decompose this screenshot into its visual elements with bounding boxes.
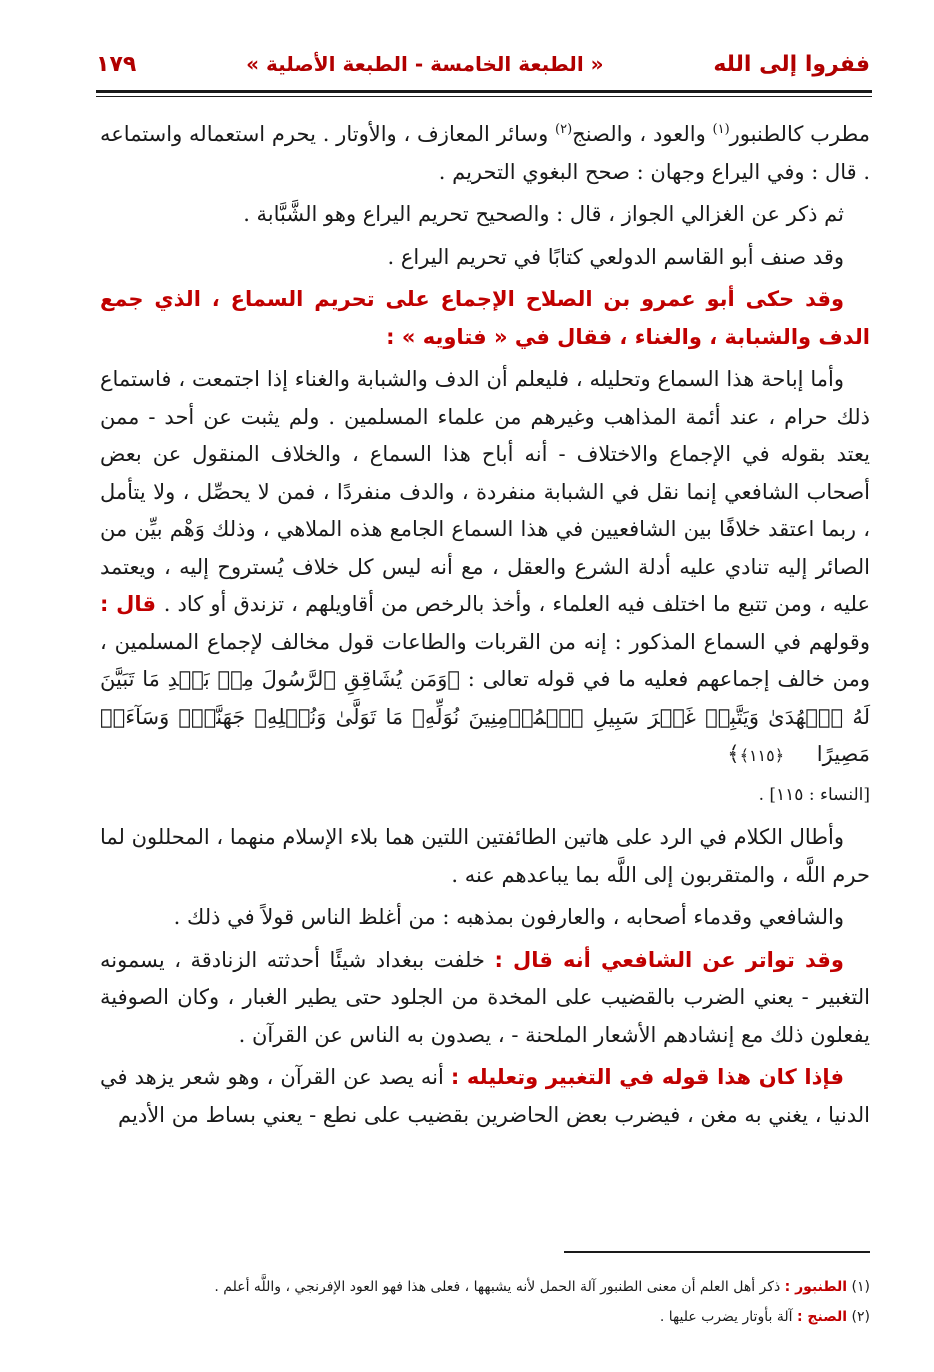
text: وقولهم في السماع المذكور : إنه من القربات والطاعات قول مخالف لإجماع المسلمين ، ومن خالف إجماعهم فعليه ما في قوله تعالى : bbox=[100, 629, 871, 691]
footnote-marker-2: (٢) bbox=[555, 122, 573, 137]
text: وأما إباحة هذا السماع وتحليله ، فليعلم أن الدف والشبابة والغناء إذا اجتمعت ، فاستماع ذلك حرام ، عند أئمة المذاهب وغيرهم من علماء المسلمين . ولم يثبت عن أحد - ممن يعتد بقوله في الإجماع والاختلاف - أنه أباح هذا السماع ، والخلاف المنقول عن بعض أصحاب الشافعي إنما نقل في الشبابة منفردة ، والدف منفردًا ، فمن لا يحصِّل ، ولا يتأمل ، ربما اعتقد خلافًا بين الشافعيين في هذا السماع الجامع هذه الملاهي ، وذلك وَهْم بيِّن من الصائر إليه تنادي عليه أدلة الشرع والعقل ، مع أنه ليس كل خلاف يُستروح إليه ، ويعتمد عليه ، ومن تتبع ما اختلف فيه العلماء ، وأخذ بالرخص من أقاويلهم ، تزندق أو كاد . bbox=[100, 367, 870, 616]
footnote-1 bbox=[100, 1272, 870, 1302]
footnote-marker-1: (١) bbox=[712, 122, 730, 137]
red-lead: وقد تواتر عن الشافعي أنه قال : bbox=[494, 947, 844, 972]
quran-close: ﴾ bbox=[727, 742, 740, 766]
paragraph-5 bbox=[100, 361, 870, 814]
paragraph-4-heading: وقد حكى أبو عمرو بن الصلاح الإجماع على تحريم السماع ، الذي جمع الدف والشبابة ، والغناء ، فقال في « فتاويه » : bbox=[100, 287, 870, 349]
paragraph-8 bbox=[100, 942, 870, 1055]
text: مطرب كالطنبور bbox=[729, 122, 870, 146]
paragraph-3: وقد صنف أبو القاسم الدولعي كتابًا في تحريم اليراع . bbox=[387, 244, 844, 269]
book-title: ففروا إلى الله bbox=[713, 51, 870, 77]
footnote-rule bbox=[564, 1251, 870, 1253]
footnotes bbox=[100, 1272, 870, 1332]
page-number: ١٧٩ bbox=[96, 51, 137, 77]
text: والعود ، والصنج bbox=[572, 122, 713, 146]
paragraph-2: ثم ذكر عن الغزالي الجواز ، قال : والصحيح تحريم اليراع وهو الشَّبَّابة . bbox=[243, 202, 844, 226]
footnote-text: ذكر أهل العلم أن معنى الطنبور آلة الحمل لأنه يشبهها ، فعلى هذا فهو العود الإفرنجي ، واللَّه أعلم . bbox=[214, 1279, 785, 1295]
text: خلفت ببغداد شيئًا أحدثته الزنادقة ، يسمونه التغبير - يعني الضرب بالقضيب على المخدة من الجلود حتى يطير الغبار ، وكان الصوفية يفعلون ذلك مع إنشادهم الأشعار الملحنة - ، يصدون به الناس عن القرآن . bbox=[100, 947, 870, 1047]
footnote-term: الصنج : bbox=[796, 1309, 848, 1325]
header-rule bbox=[96, 90, 872, 93]
red-lead: فإذا كان هذا قوله في التغبير وتعليله : bbox=[450, 1065, 844, 1089]
paragraph-6: وأطال الكلام في الرد على هاتين الطائفتين اللتين هما بلاء الإسلام منهما ، المحللون لما حرم اللَّه ، والمتقربون إلى اللَّه بما يباعدهم عنه . bbox=[100, 825, 870, 887]
footnote-term: الطنبور : bbox=[784, 1279, 848, 1295]
ayah-number-mark: ﴿١١٥﴾ bbox=[739, 746, 785, 765]
paragraph-1 bbox=[100, 116, 870, 191]
page-header bbox=[96, 44, 870, 84]
paragraph-7: والشافعي وقدماء أصحابه ، والعارفون بمذهبه : من أغلظ الناس قولاً في ذلك . bbox=[173, 905, 844, 929]
quran-verse: ﴿وَمَن يُشَاقِقِ ٱلرَّسُولَ مِنۢ بَعۡدِ مَا تَبَيَّنَ لَهُ ٱلۡهُدَىٰ وَيَتَّبِعۡ غَيۡرَ سَبِيلِ ٱلۡمُؤۡمِنِينَ نُوَلِّهِۦ مَا تَوَلَّىٰ وَنُصۡلِهِۦ جَهَنَّمَۖ وَسَآءَتۡ مَصِيرًا bbox=[100, 667, 870, 766]
footnote-2 bbox=[100, 1302, 870, 1332]
paragraph-9 bbox=[100, 1059, 870, 1134]
edition-label: « الطبعة الخامسة - الطبعة الأصلية » bbox=[246, 52, 604, 76]
footnote-text: آلة بأوتار يضرب عليها . bbox=[659, 1309, 797, 1325]
page-body bbox=[100, 116, 870, 1139]
footnote-number: (٢) bbox=[851, 1309, 870, 1325]
header-rule-thin bbox=[96, 96, 872, 97]
text: أنه يصد عن القرآن ، وهو شعر يزهد في الدنيا ، يغني به مغن ، فيضرب بعض الحاضرين بقضيب على نطع - يعني بساط من الأديم bbox=[100, 1065, 870, 1127]
text: وسائر المعازف ، والأوتار . يحرم استعماله واستماعه . قال : وفي اليراع وجهان : صحح البغوي التحريم . bbox=[100, 122, 870, 184]
footnote-number: (١) bbox=[851, 1279, 870, 1295]
qal-label: قال : bbox=[100, 592, 164, 616]
verse-reference: [النساء : ١١٥] . bbox=[758, 784, 870, 805]
